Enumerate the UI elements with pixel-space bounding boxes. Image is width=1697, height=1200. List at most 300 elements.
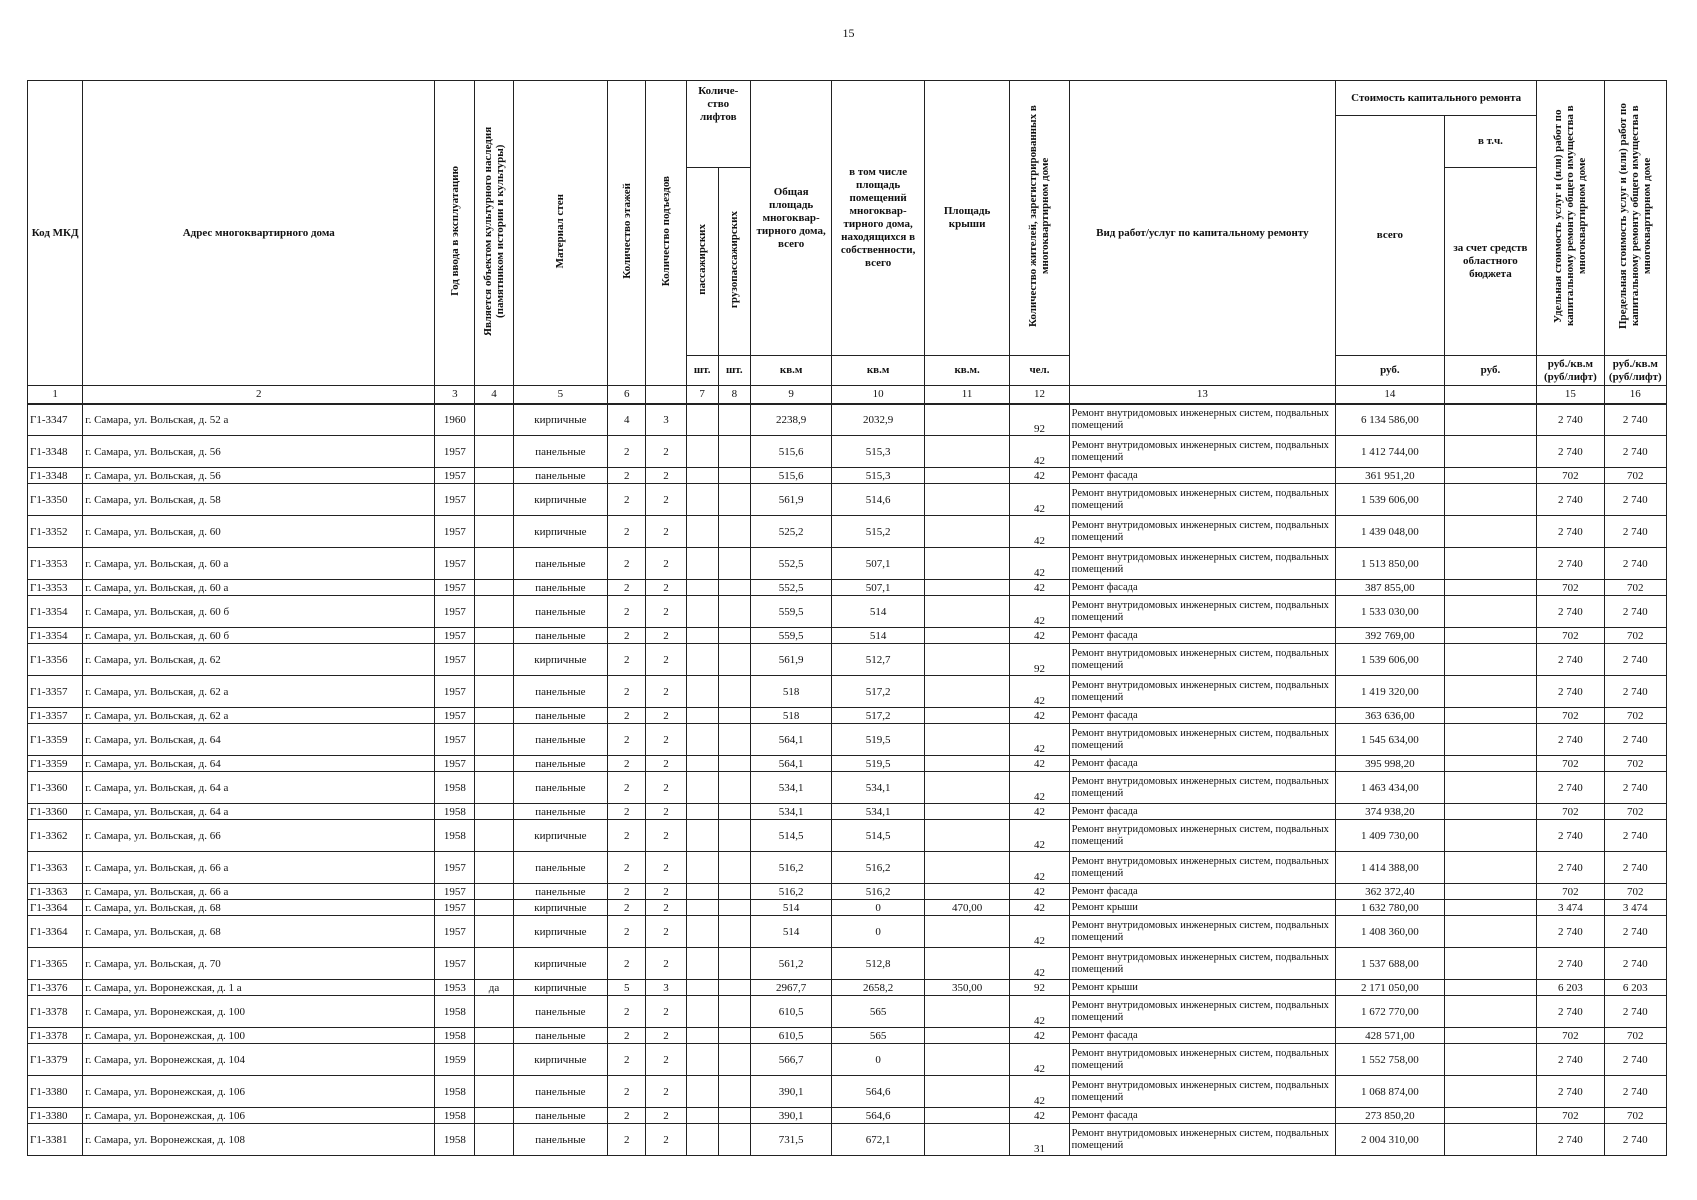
cell-lifts-passenger: [686, 1108, 718, 1124]
cell-max-cost: 2 740: [1604, 948, 1666, 980]
cell-year: 1959: [435, 1044, 475, 1076]
unit-pcs-passenger: шт.: [686, 356, 718, 386]
cell-code: Г1-3360: [28, 804, 83, 820]
cell-lifts-passenger: [686, 404, 718, 436]
table-body: [28, 404, 1667, 1156]
cell-total-area: 2238,9: [750, 404, 831, 436]
cell-cost-regional: [1444, 948, 1537, 980]
cell-address: г. Самара, ул. Вольская, д. 70: [83, 948, 435, 980]
cell-floors: 2: [608, 996, 646, 1028]
cell-lifts-passenger: [686, 708, 718, 724]
cell-max-cost: 2 740: [1604, 1044, 1666, 1076]
cell-entrances: 2: [646, 1124, 686, 1156]
table-row: [28, 724, 1667, 756]
cell-cost-total: 1 408 360,00: [1336, 916, 1445, 948]
cell-address: г. Самара, ул. Вольская, д. 60: [83, 516, 435, 548]
cell-cost-regional: [1444, 900, 1537, 916]
cell-heritage: [475, 1076, 513, 1108]
header-total-area: Общая площадь многоквар-тирного дома, всего: [750, 81, 831, 356]
cell-cost-total: 1 463 434,00: [1336, 772, 1445, 804]
header-heritage: Является объектом культурного наследия (памятником истории и культуры): [475, 81, 513, 386]
cell-max-cost: 2 740: [1604, 852, 1666, 884]
unit-area-owned: кв.м: [832, 356, 925, 386]
cell-max-cost: 2 740: [1604, 596, 1666, 628]
cell-total-area: 516,2: [750, 852, 831, 884]
cell-year: 1958: [435, 1076, 475, 1108]
cell-work-type: Ремонт внутридомовых инженерных систем, подвальных помещений: [1069, 404, 1335, 436]
cell-walls: панельные: [513, 1124, 608, 1156]
cell-code: Г1-3354: [28, 628, 83, 644]
cell-year: 1957: [435, 516, 475, 548]
cell-lifts-passenger: [686, 1044, 718, 1076]
cell-heritage: [475, 1028, 513, 1044]
cell-heritage: [475, 436, 513, 468]
cell-floors: 2: [608, 580, 646, 596]
cell-lifts-passenger: [686, 1028, 718, 1044]
cell-code: Г1-3357: [28, 708, 83, 724]
cell-max-cost: 2 740: [1604, 436, 1666, 468]
cell-cost-total: 1 409 730,00: [1336, 820, 1445, 852]
cell-entrances: 2: [646, 852, 686, 884]
cell-owned-area: 514,5: [832, 820, 925, 852]
cell-entrances: 2: [646, 724, 686, 756]
cell-walls: кирпичные: [513, 980, 608, 996]
cell-total-area: 514,5: [750, 820, 831, 852]
cell-address: г. Самара, ул. Вольская, д. 62 а: [83, 676, 435, 708]
table-row: [28, 884, 1667, 900]
cell-owned-area: 515,3: [832, 436, 925, 468]
cell-owned-area: 534,1: [832, 804, 925, 820]
cell-max-cost: 702: [1604, 1028, 1666, 1044]
table-row: [28, 852, 1667, 884]
cell-work-type: Ремонт внутридомовых инженерных систем, подвальных помещений: [1069, 724, 1335, 756]
cell-code: Г1-3359: [28, 724, 83, 756]
cell-cost-total: 392 769,00: [1336, 628, 1445, 644]
cell-lifts-passenger: [686, 484, 718, 516]
unit-area-total: кв.м: [750, 356, 831, 386]
cell-unit-cost: 702: [1537, 756, 1604, 772]
column-number-cell: 3: [435, 386, 475, 404]
table-row: [28, 596, 1667, 628]
cell-code: Г1-3364: [28, 916, 83, 948]
cell-cost-total: 6 134 586,00: [1336, 404, 1445, 436]
cell-residents: 31: [1010, 1124, 1069, 1156]
cell-code: Г1-3365: [28, 948, 83, 980]
cell-floors: 2: [608, 1028, 646, 1044]
cell-cost-total: 363 636,00: [1336, 708, 1445, 724]
header-cost-regional: за счет средств областного бюджета: [1444, 168, 1537, 356]
cell-cost-regional: [1444, 708, 1537, 724]
header-owned-area: в том числе площадь помещений многоквар-тирного дома, находящихся в собственности, всего: [832, 81, 925, 356]
unit-area-roof: кв.м.: [924, 356, 1009, 386]
header-lifts: Количе-ство лифтов: [686, 81, 750, 168]
cell-residents: 42: [1010, 900, 1069, 916]
cell-address: г. Самара, ул. Воронежская, д. 1 а: [83, 980, 435, 996]
cell-unit-cost: 702: [1537, 468, 1604, 484]
cell-total-area: 731,5: [750, 1124, 831, 1156]
cell-residents: 42: [1010, 596, 1069, 628]
cell-cost-total: 1 552 758,00: [1336, 1044, 1445, 1076]
column-number-cell: 4: [475, 386, 513, 404]
cell-heritage: [475, 1108, 513, 1124]
cell-heritage: [475, 996, 513, 1028]
cell-cost-total: 387 855,00: [1336, 580, 1445, 596]
cell-cost-total: 1 539 606,00: [1336, 484, 1445, 516]
cell-cost-total: 1 414 388,00: [1336, 852, 1445, 884]
cell-total-area: 566,7: [750, 1044, 831, 1076]
cell-floors: 2: [608, 804, 646, 820]
cell-cost-regional: [1444, 756, 1537, 772]
cell-walls: кирпичные: [513, 404, 608, 436]
cell-residents: 42: [1010, 804, 1069, 820]
cell-work-type: Ремонт фасада: [1069, 468, 1335, 484]
cell-unit-cost: 2 740: [1537, 1124, 1604, 1156]
cell-heritage: [475, 756, 513, 772]
cell-entrances: 2: [646, 628, 686, 644]
cell-residents: 42: [1010, 628, 1069, 644]
cell-residents: 92: [1010, 404, 1069, 436]
cell-unit-cost: 2 740: [1537, 996, 1604, 1028]
cell-unit-cost: 2 740: [1537, 1076, 1604, 1108]
cell-lifts-cargo: [718, 1124, 750, 1156]
table-row: [28, 644, 1667, 676]
cell-lifts-cargo: [718, 436, 750, 468]
cell-lifts-cargo: [718, 580, 750, 596]
table-row: [28, 548, 1667, 580]
cell-entrances: 2: [646, 1044, 686, 1076]
cell-lifts-cargo: [718, 852, 750, 884]
cell-cost-total: 2 004 310,00: [1336, 1124, 1445, 1156]
cell-floors: 2: [608, 772, 646, 804]
cell-year: 1957: [435, 884, 475, 900]
cell-cost-regional: [1444, 980, 1537, 996]
cell-residents: 42: [1010, 724, 1069, 756]
cell-lifts-passenger: [686, 980, 718, 996]
cell-walls: кирпичные: [513, 1044, 608, 1076]
cell-work-type: Ремонт внутридомовых инженерных систем, подвальных помещений: [1069, 548, 1335, 580]
cell-roof-area: [924, 628, 1009, 644]
cell-cost-regional: [1444, 1076, 1537, 1108]
cell-year: 1957: [435, 708, 475, 724]
header-address: Адрес многоквартирного дома: [83, 81, 435, 386]
cell-roof-area: [924, 1124, 1009, 1156]
cell-work-type: Ремонт внутридомовых инженерных систем, подвальных помещений: [1069, 516, 1335, 548]
cell-floors: 2: [608, 644, 646, 676]
cell-cost-regional: [1444, 724, 1537, 756]
cell-total-area: 559,5: [750, 596, 831, 628]
table-row: [28, 1028, 1667, 1044]
cell-year: 1957: [435, 548, 475, 580]
cell-unit-cost: 2 740: [1537, 724, 1604, 756]
cell-cost-regional: [1444, 644, 1537, 676]
cell-roof-area: [924, 516, 1009, 548]
cell-work-type: Ремонт внутридомовых инженерных систем, подвальных помещений: [1069, 996, 1335, 1028]
cell-cost-total: 1 412 744,00: [1336, 436, 1445, 468]
cell-code: Г1-3379: [28, 1044, 83, 1076]
table-row: [28, 1076, 1667, 1108]
cell-roof-area: [924, 708, 1009, 724]
cell-cost-regional: [1444, 596, 1537, 628]
table-row: [28, 484, 1667, 516]
cell-residents: 42: [1010, 1028, 1069, 1044]
cell-roof-area: [924, 548, 1009, 580]
cell-cost-total: 273 850,20: [1336, 1108, 1445, 1124]
cell-lifts-passenger: [686, 996, 718, 1028]
cell-address: г. Самара, ул. Воронежская, д. 106: [83, 1108, 435, 1124]
cell-roof-area: [924, 804, 1009, 820]
cell-work-type: Ремонт крыши: [1069, 980, 1335, 996]
cell-heritage: [475, 644, 513, 676]
cell-entrances: 2: [646, 900, 686, 916]
cell-cost-regional: [1444, 820, 1537, 852]
cell-code: Г1-3359: [28, 756, 83, 772]
cell-heritage: [475, 900, 513, 916]
table-row: [28, 404, 1667, 436]
cell-lifts-cargo: [718, 980, 750, 996]
cell-heritage: [475, 772, 513, 804]
column-number-cell: 12: [1010, 386, 1069, 404]
table-row: [28, 820, 1667, 852]
cell-roof-area: [924, 948, 1009, 980]
cell-total-area: 514: [750, 916, 831, 948]
cell-cost-regional: [1444, 1108, 1537, 1124]
cell-lifts-cargo: [718, 900, 750, 916]
cell-lifts-passenger: [686, 756, 718, 772]
cell-owned-area: 0: [832, 916, 925, 948]
cell-year: 1957: [435, 852, 475, 884]
cell-max-cost: 2 740: [1604, 724, 1666, 756]
cell-total-area: 515,6: [750, 436, 831, 468]
unit-rub-per-sqm-2: руб./кв.м (руб/лифт): [1604, 356, 1666, 386]
cell-walls: панельные: [513, 996, 608, 1028]
table-row: [28, 708, 1667, 724]
cell-address: г. Самара, ул. Вольская, д. 60 а: [83, 580, 435, 596]
cell-lifts-cargo: [718, 548, 750, 580]
cell-cost-total: 374 938,20: [1336, 804, 1445, 820]
cell-cost-total: 428 571,00: [1336, 1028, 1445, 1044]
cell-unit-cost: 2 740: [1537, 596, 1604, 628]
cell-walls: панельные: [513, 724, 608, 756]
cell-walls: панельные: [513, 436, 608, 468]
cell-owned-area: 0: [832, 900, 925, 916]
cell-max-cost: 702: [1604, 804, 1666, 820]
cell-entrances: 2: [646, 1076, 686, 1108]
cell-entrances: 2: [646, 948, 686, 980]
cell-walls: панельные: [513, 772, 608, 804]
cell-entrances: 2: [646, 1108, 686, 1124]
cell-max-cost: 2 740: [1604, 676, 1666, 708]
cell-unit-cost: 2 740: [1537, 772, 1604, 804]
cell-cost-total: 1 632 780,00: [1336, 900, 1445, 916]
cell-cost-total: 1 539 606,00: [1336, 644, 1445, 676]
cell-year: 1957: [435, 580, 475, 596]
cell-unit-cost: 702: [1537, 884, 1604, 900]
cell-cost-regional: [1444, 484, 1537, 516]
cell-max-cost: 2 740: [1604, 820, 1666, 852]
cell-walls: панельные: [513, 756, 608, 772]
table-row: [28, 756, 1667, 772]
cell-heritage: [475, 804, 513, 820]
cell-total-area: 561,9: [750, 484, 831, 516]
cell-heritage: [475, 1044, 513, 1076]
cell-lifts-passenger: [686, 644, 718, 676]
cell-cost-regional: [1444, 884, 1537, 900]
cell-floors: 2: [608, 436, 646, 468]
cell-lifts-passenger: [686, 916, 718, 948]
table-row: [28, 772, 1667, 804]
cell-floors: 2: [608, 884, 646, 900]
cell-owned-area: 512,8: [832, 948, 925, 980]
cell-entrances: 2: [646, 996, 686, 1028]
cell-code: Г1-3352: [28, 516, 83, 548]
table-row: [28, 980, 1667, 996]
cell-owned-area: 565: [832, 1028, 925, 1044]
cell-total-area: 610,5: [750, 1028, 831, 1044]
cell-work-type: Ремонт внутридомовых инженерных систем, подвальных помещений: [1069, 596, 1335, 628]
cell-entrances: 2: [646, 772, 686, 804]
cell-heritage: [475, 516, 513, 548]
cell-roof-area: [924, 756, 1009, 772]
cell-max-cost: 702: [1604, 884, 1666, 900]
table-row: [28, 676, 1667, 708]
cell-work-type: Ремонт внутридомовых инженерных систем, подвальных помещений: [1069, 644, 1335, 676]
cell-unit-cost: 702: [1537, 1028, 1604, 1044]
cell-residents: 42: [1010, 484, 1069, 516]
column-number-cell: 5: [513, 386, 608, 404]
cell-total-area: 561,9: [750, 644, 831, 676]
header-walls: Материал стен: [513, 81, 608, 386]
cell-cost-regional: [1444, 996, 1537, 1028]
cell-cost-total: 1 537 688,00: [1336, 948, 1445, 980]
cell-residents: 42: [1010, 708, 1069, 724]
cell-residents: 42: [1010, 580, 1069, 596]
cell-cost-regional: [1444, 1124, 1537, 1156]
cell-lifts-cargo: [718, 484, 750, 516]
cell-heritage: [475, 596, 513, 628]
cell-max-cost: 2 740: [1604, 548, 1666, 580]
cell-max-cost: 2 740: [1604, 772, 1666, 804]
cell-owned-area: 2658,2: [832, 980, 925, 996]
cell-unit-cost: 2 740: [1537, 676, 1604, 708]
cell-total-area: 516,2: [750, 884, 831, 900]
cell-cost-total: 2 171 050,00: [1336, 980, 1445, 996]
cell-owned-area: 564,6: [832, 1108, 925, 1124]
cell-residents: 42: [1010, 1108, 1069, 1124]
cell-code: Г1-3347: [28, 404, 83, 436]
cell-residents: 42: [1010, 1076, 1069, 1108]
cell-lifts-passenger: [686, 884, 718, 900]
cell-work-type: Ремонт внутридомовых инженерных систем, подвальных помещений: [1069, 1124, 1335, 1156]
cell-unit-cost: 2 740: [1537, 1044, 1604, 1076]
cell-year: 1957: [435, 916, 475, 948]
cell-heritage: [475, 1124, 513, 1156]
cell-entrances: 2: [646, 804, 686, 820]
cell-residents: 92: [1010, 980, 1069, 996]
cell-year: 1957: [435, 596, 475, 628]
cell-total-area: 561,2: [750, 948, 831, 980]
cell-cost-total: 362 372,40: [1336, 884, 1445, 900]
header-entrances: Количество подъездов: [646, 81, 686, 386]
cell-year: 1960: [435, 404, 475, 436]
cell-roof-area: [924, 676, 1009, 708]
cell-lifts-passenger: [686, 468, 718, 484]
cell-total-area: 564,1: [750, 756, 831, 772]
cell-code: Г1-3362: [28, 820, 83, 852]
unit-people: чел.: [1010, 356, 1069, 386]
cell-lifts-cargo: [718, 404, 750, 436]
cell-entrances: 2: [646, 916, 686, 948]
column-number-cell: 9: [750, 386, 831, 404]
cell-year: 1957: [435, 436, 475, 468]
cell-code: Г1-3364: [28, 900, 83, 916]
cell-residents: 42: [1010, 948, 1069, 980]
column-number-cell: [1444, 386, 1537, 404]
cell-cost-total: 1 545 634,00: [1336, 724, 1445, 756]
cell-floors: 2: [608, 596, 646, 628]
table-row: [28, 804, 1667, 820]
cell-roof-area: [924, 436, 1009, 468]
header-cost-group: Стоимость капитального ремонта: [1336, 81, 1537, 116]
cell-roof-area: [924, 596, 1009, 628]
cell-cost-total: 1 419 320,00: [1336, 676, 1445, 708]
cell-year: 1958: [435, 1028, 475, 1044]
cell-entrances: 2: [646, 516, 686, 548]
cell-year: 1957: [435, 948, 475, 980]
column-number-cell: 15: [1537, 386, 1604, 404]
cell-entrances: 2: [646, 756, 686, 772]
cell-entrances: 2: [646, 596, 686, 628]
cell-floors: 2: [608, 900, 646, 916]
cell-lifts-cargo: [718, 916, 750, 948]
cell-owned-area: 672,1: [832, 1124, 925, 1156]
cell-max-cost: 3 474: [1604, 900, 1666, 916]
header-work-type: Вид работ/услуг по капитальному ремонту: [1069, 81, 1335, 386]
capital-repair-table: [27, 80, 1667, 1156]
table-row: [28, 1124, 1667, 1156]
cell-address: г. Самара, ул. Воронежская, д. 106: [83, 1076, 435, 1108]
cell-cost-total: 1 672 770,00: [1336, 996, 1445, 1028]
cell-cost-regional: [1444, 436, 1537, 468]
cell-year: 1957: [435, 676, 475, 708]
cell-max-cost: 702: [1604, 756, 1666, 772]
cell-cost-regional: [1444, 548, 1537, 580]
cell-lifts-cargo: [718, 756, 750, 772]
table-header: [28, 81, 1667, 404]
cell-roof-area: [924, 852, 1009, 884]
cell-roof-area: 350,00: [924, 980, 1009, 996]
cell-residents: 42: [1010, 996, 1069, 1028]
cell-floors: 2: [608, 516, 646, 548]
cell-code: Г1-3363: [28, 884, 83, 900]
cell-lifts-cargo: [718, 820, 750, 852]
cell-address: г. Самара, ул. Вольская, д. 52 а: [83, 404, 435, 436]
cell-owned-area: 517,2: [832, 676, 925, 708]
cell-floors: 2: [608, 676, 646, 708]
cell-cost-regional: [1444, 852, 1537, 884]
cell-lifts-cargo: [718, 468, 750, 484]
cell-walls: панельные: [513, 1108, 608, 1124]
header-max-cost: Предельная стоимость услуг и (или) работ по капитальному ремонту общего имущества в многоквартирном доме: [1604, 81, 1666, 356]
cell-lifts-cargo: [718, 948, 750, 980]
cell-total-area: 390,1: [750, 1108, 831, 1124]
cell-entrances: 2: [646, 468, 686, 484]
cell-address: г. Самара, ул. Вольская, д. 62: [83, 644, 435, 676]
header-unit-cost: Удельная стоимость услуг и (или) работ по капитальному ремонту общего имущества в многоквартирном доме: [1537, 81, 1604, 356]
cell-code: Г1-3348: [28, 468, 83, 484]
cell-address: г. Самара, ул. Воронежская, д. 108: [83, 1124, 435, 1156]
cell-year: 1958: [435, 996, 475, 1028]
cell-unit-cost: 702: [1537, 708, 1604, 724]
